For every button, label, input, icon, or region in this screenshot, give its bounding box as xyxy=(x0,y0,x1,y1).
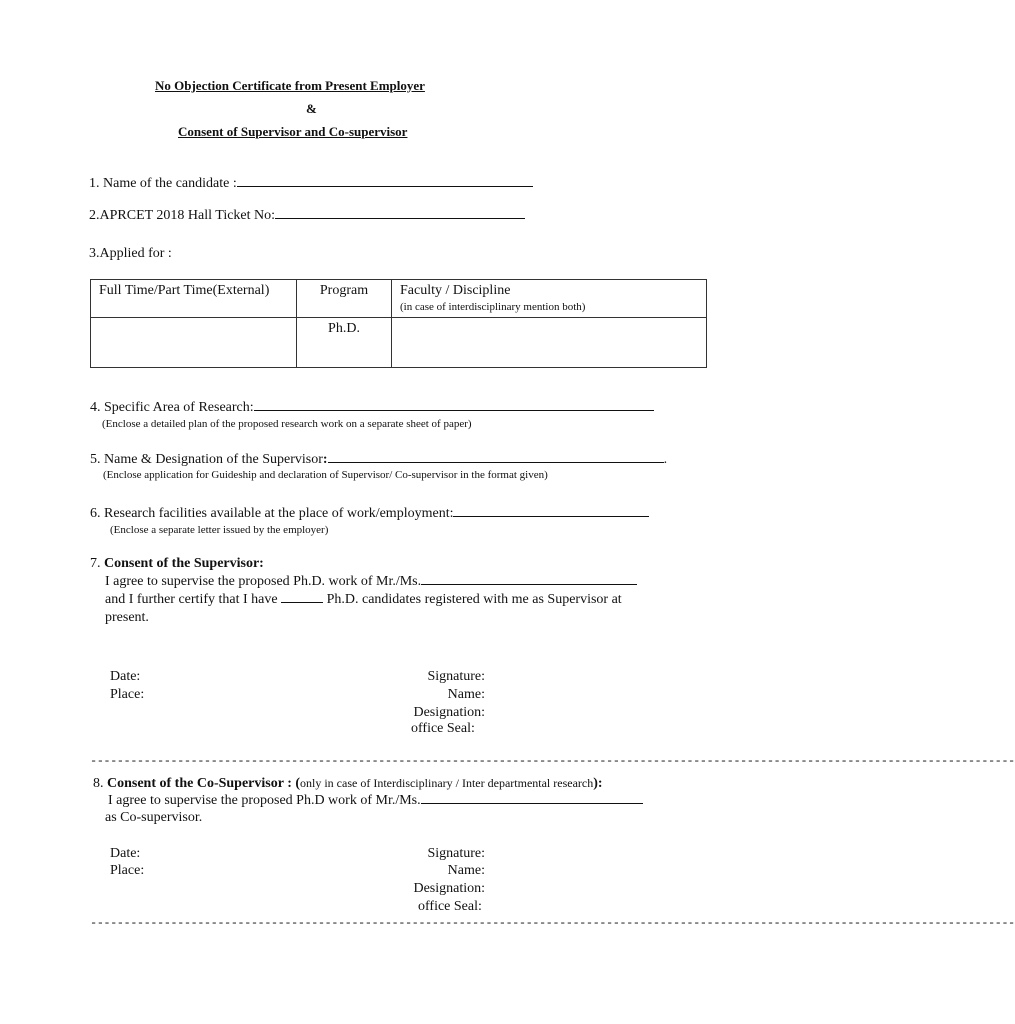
section-5-supervisor xyxy=(90,452,667,468)
section-5-label: 5. Name & Designation of the Supervisor xyxy=(90,452,323,467)
section-7-line-1 xyxy=(105,574,637,590)
section-5-colon: : xyxy=(322,452,328,467)
section-8-line-1 xyxy=(108,793,643,809)
table-cell-mode[interactable] xyxy=(91,318,297,368)
facilities-blank[interactable] xyxy=(453,515,649,517)
section-7-number: 7. xyxy=(90,556,101,571)
field-candidate-name-label: 1. Name of the candidate : xyxy=(89,176,237,191)
table-header-mode-text: Full Time/Part Time(External) xyxy=(99,283,270,298)
section-7-line-2a: and I further certify that I have xyxy=(105,592,278,607)
section-7-line-2 xyxy=(105,592,622,608)
section-7-name: Name: xyxy=(447,687,485,702)
title-noc: No Objection Certificate from Present Employer xyxy=(155,78,425,93)
section-8-number: 8. xyxy=(93,776,104,791)
supervisor-name-blank[interactable] xyxy=(328,461,664,463)
section-8-signature: Signature: xyxy=(427,846,485,861)
section-7-title: Consent of the Supervisor: xyxy=(104,556,264,571)
section-4-label: 4. Specific Area of Research: xyxy=(90,400,254,415)
section-4-note: (Enclose a detailed plan of the proposed research work on a separate sheet of paper) xyxy=(102,418,472,430)
separator-2: ------------------------------------------------------------------------------------------------------------------------------------------ xyxy=(90,916,1015,930)
table-header-faculty-note: (in case of interdisciplinary mention both) xyxy=(400,301,586,313)
field-hall-ticket xyxy=(89,208,525,224)
section-7-line-2b: Ph.D. candidates registered with me as Supervisor at xyxy=(326,592,622,607)
section-8-title: Consent of the Co-Supervisor : ( xyxy=(107,776,301,791)
section-6-facilities xyxy=(90,506,649,522)
title-consent: Consent of Supervisor and Co-supervisor xyxy=(178,124,408,139)
section-8-place: Place: xyxy=(110,863,145,878)
research-area-blank[interactable] xyxy=(254,409,654,411)
section-7-date: Date: xyxy=(110,669,141,684)
section-8-note: only in case of Interdisciplinary / Inter departmental research xyxy=(300,776,594,790)
table-header-program xyxy=(297,280,392,318)
separator-1: ------------------------------------------------------------------------------------------------------------------------------------------ xyxy=(90,754,1015,768)
section-6-note: (Enclose a separate letter issued by the employer) xyxy=(110,524,329,536)
section-7-line-3: present. xyxy=(105,610,149,625)
table-header-faculty-text: Faculty / Discipline xyxy=(400,283,511,298)
section-7-designation: Designation: xyxy=(413,705,485,720)
section-7-heading xyxy=(90,556,264,572)
table-header-program-text: Program xyxy=(319,283,369,298)
section-8-heading xyxy=(93,776,603,792)
table-cell-faculty[interactable] xyxy=(392,318,707,368)
section-6-label: 6. Research facilities available at the place of work/employment: xyxy=(90,506,454,521)
section-7-line-1-text: I agree to supervise the proposed Ph.D. work of Mr./Ms. xyxy=(105,574,422,589)
section-8-line-1-text: I agree to supervise the proposed Ph.D work of Mr./Ms. xyxy=(108,793,421,808)
field-hall-ticket-label: 2.APRCET 2018 Hall Ticket No: xyxy=(89,208,276,223)
table-header-faculty xyxy=(392,280,707,318)
section-5-end: . xyxy=(663,452,668,467)
section-5-note: (Enclose application for Guideship and declaration of Supervisor/ Co-supervisor in the format given) xyxy=(103,469,548,481)
title-ampersand: & xyxy=(306,101,317,116)
field-applied-for: 3.Applied for : xyxy=(89,246,172,261)
section-8-date: Date: xyxy=(110,846,141,861)
candidate-name-blank[interactable] xyxy=(237,185,533,187)
section-7-signature: Signature: xyxy=(427,669,485,684)
section-8-close: ): xyxy=(593,776,603,791)
section-4-research-area xyxy=(90,400,654,416)
table-header-mode xyxy=(91,280,297,318)
table-cell-program xyxy=(297,318,392,368)
table-cell-program-text: Ph.D. xyxy=(328,321,360,336)
section-7-seal: office Seal: xyxy=(411,721,475,736)
hall-ticket-blank[interactable] xyxy=(275,217,525,219)
supervisor-candidate-name-blank[interactable] xyxy=(421,583,637,585)
section-8-name: Name: xyxy=(447,863,485,878)
field-candidate-name xyxy=(89,176,533,192)
section-7-place: Place: xyxy=(110,687,145,702)
co-supervisor-candidate-name-blank[interactable] xyxy=(421,802,643,804)
candidate-count-blank[interactable] xyxy=(281,601,323,603)
section-8-seal: office Seal: xyxy=(418,899,482,914)
section-8-line-2: as Co-supervisor. xyxy=(105,810,203,825)
section-8-designation: Designation: xyxy=(413,881,485,896)
applied-for-table xyxy=(90,279,707,368)
